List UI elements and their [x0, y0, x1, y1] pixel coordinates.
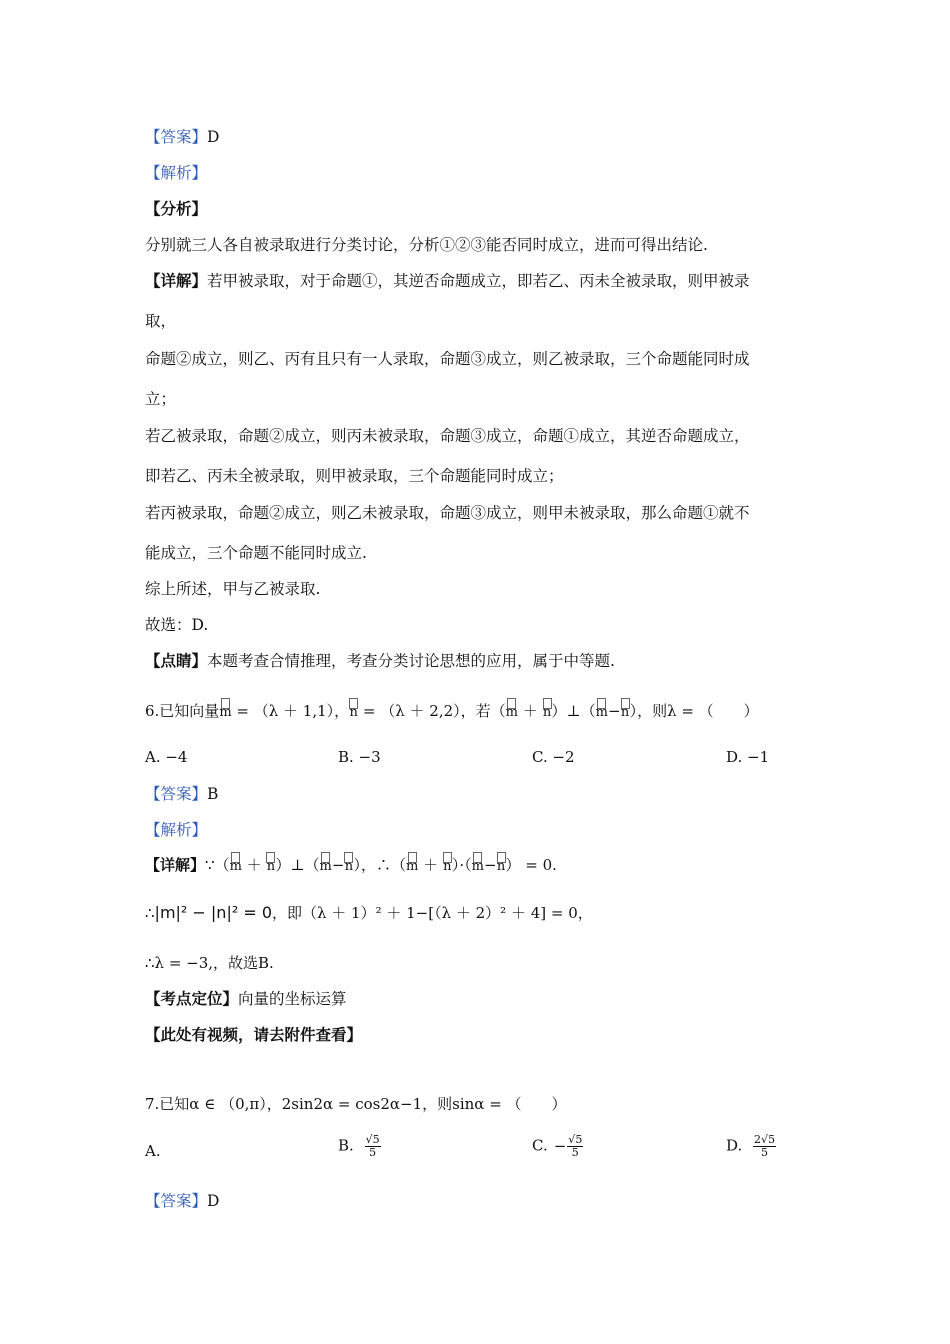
answer-value: D: [207, 128, 220, 146]
q6-stem: 6.已知向量 m = （λ ＋ 1,1）， n = （λ ＋ 2,2），若（ m ＋ n ）⊥（ m − n ），则λ = （ ）: [145, 698, 759, 722]
fraction-2sqrt5-over-5: $\frac{2√5}{5}$: [754, 1133, 776, 1159]
vector-m: m: [506, 698, 518, 719]
answer-tag: 【答案】: [145, 785, 208, 803]
n-definition: = （λ ＋ 2,2），若（: [358, 702, 506, 720]
q5-detail-line-8: 综上所述，甲与乙被录取.: [145, 580, 321, 598]
detail-tag: 【详解】: [145, 271, 208, 290]
q5-detail-line-6: 若丙被录取，命题②成立，则乙未被录取，命题③成立，则甲未被录取，那么命题①就不: [145, 504, 750, 522]
q5-detail-line-7: 能成立，三个命题不能同时成立.: [145, 544, 367, 562]
q5-answer: [145, 126, 219, 148]
answer-tag: 【答案】: [145, 128, 208, 146]
fraction-sqrt5-over-5: $\frac{√5}{5}$: [568, 1133, 583, 1159]
analysis-tag: 【解析】: [145, 821, 208, 839]
vector-n: n: [621, 698, 630, 719]
q6-option-b: B. −3: [338, 748, 381, 766]
vector-m: m: [596, 698, 608, 719]
q6-analysis-tag: [145, 819, 207, 841]
q6-detail-line-1: ∴|m|² − |n|² = 0，即（λ ＋ 1）² ＋ 1−[（λ ＋ 2）² ＋ 4] = 0，: [145, 903, 593, 922]
answer-value: B: [207, 785, 219, 803]
q5-fenxi-text: 分别就三人各自被录取进行分类讨论，分析①②③能否同时成立，进而可得出结论.: [145, 236, 708, 254]
analysis-tag: 【解析】: [145, 164, 208, 182]
q6-prefix: 6.已知向量: [145, 702, 220, 720]
detail-continued: ，即（λ ＋ 1）² ＋ 1−[（λ ＋ 2）² ＋ 4] = 0，: [272, 904, 593, 922]
q7-option-c: C. − $\frac{√5}{5}$: [532, 1133, 583, 1159]
q7-answer: [145, 1190, 219, 1212]
q6-conclusion: ∴λ = −3,，故选B.: [145, 954, 274, 972]
q6-option-d: D. −1: [726, 748, 770, 766]
comment-text: 本题考查合情推理，考查分类讨论思想的应用，属于中等题.: [207, 652, 615, 670]
q5-detail-line-9: 故选：D.: [145, 616, 209, 634]
q6-answer: [145, 783, 218, 805]
vector-n: n: [543, 698, 552, 719]
q5-comment: [145, 650, 615, 672]
m-definition: = （λ ＋ 1,1），: [231, 702, 350, 720]
q6-option-c: C. −2: [532, 748, 575, 766]
q7-option-a: A.: [145, 1142, 161, 1160]
q5-detail-line-3: 立；: [145, 390, 177, 408]
kaodian-text: 向量的坐标运算: [238, 990, 347, 1008]
answer-tag: 【答案】: [145, 1192, 208, 1210]
q5-detail-line-5: 即若乙、丙未全被录取，则甲被录取，三个命题能同时成立；: [145, 467, 564, 485]
fraction-sqrt5-over-5: $\frac{√5}{5}$: [365, 1133, 380, 1159]
kaodian-tag: 【考点定位】: [145, 989, 239, 1008]
q7-option-b: B. $\frac{√5}{5}$: [338, 1133, 380, 1159]
fenxi-tag: 【分析】: [145, 199, 208, 218]
q7-stem: 7.已知α ∈ （0,π），2sin2α = cos2α−1，则sinα = （ ）: [145, 1095, 567, 1113]
q7-option-d: D. $\frac{2√5}{5}$: [726, 1133, 776, 1159]
abs-expression: |m|² − |n|² = 0: [154, 903, 272, 922]
q6-detail-line-0: 【详解】∵（ m ＋ n ）⊥（ m − n ），∴（ m ＋ n ）·（ m − n ） = 0.: [145, 852, 557, 876]
q5-analysis-tag: [145, 162, 207, 184]
vector-n: n: [349, 698, 358, 719]
video-note: 【此处有视频，请去附件查看】: [145, 1025, 363, 1044]
q5-detail-line-4: 若乙被录取，命题②成立，则丙未被录取，命题③成立，命题①成立，其逆否命题成立，: [145, 427, 750, 445]
q5-detail-line-1: 取，: [145, 312, 177, 330]
q6-kaodian: [145, 988, 347, 1010]
q5-detail-line-0: [145, 270, 750, 292]
comment-tag: 【点睛】: [145, 651, 208, 670]
vector-m: m: [219, 698, 231, 719]
detail-text: 若甲被录取，对于命题①，其逆否命题成立，即若乙、丙未全被录取，则甲被录: [207, 272, 750, 290]
answer-value: D: [207, 1192, 220, 1210]
q6-option-a: A. −4: [145, 748, 188, 766]
q5-fenxi-tag: [145, 198, 207, 220]
q5-detail-line-2: 命题②成立，则乙、丙有且只有一人录取，命题③成立，则乙被录取，三个命题能同时成: [145, 350, 750, 368]
q6-suffix: ），则λ = （ ）: [629, 702, 759, 720]
detail-tag: 【详解】: [145, 856, 206, 874]
